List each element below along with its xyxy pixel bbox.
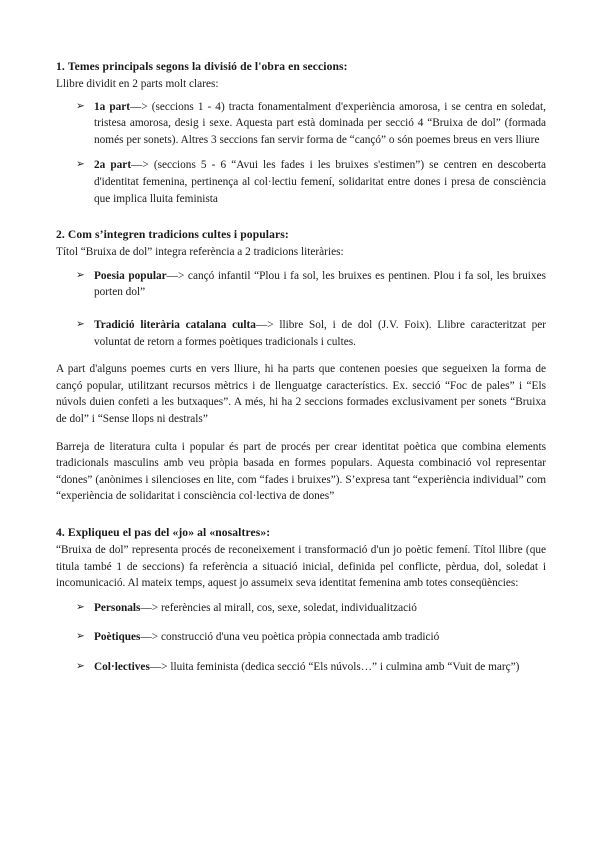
section-1-number: 1.: [56, 60, 65, 73]
list-item-term: Col·lectives: [94, 660, 150, 673]
arrowhead-bullet-icon: ➢: [76, 100, 85, 112]
section-spacer: [56, 207, 546, 226]
document-body: [56, 58, 546, 676]
section-2-lead: Títol “Bruixa de dol” integra referència a 2 tradicions literàries:: [56, 246, 344, 259]
arrow-separator-icon: —>: [166, 269, 185, 282]
arrowhead-bullet-icon: ➢: [76, 660, 85, 672]
arrowhead-bullet-icon: ➢: [76, 269, 85, 281]
section-4-number: 4.: [56, 525, 65, 539]
list-item-body: referències al mirall, cos, sexe, soledat, individualització: [158, 601, 417, 614]
arrowhead-bullet-icon: ➢: [76, 601, 85, 613]
list-item-term: Poètiques: [94, 631, 141, 644]
section-2-heading: [56, 226, 546, 243]
section-2-list: [56, 268, 546, 350]
list-item-body: llibre Sol, i de dol (J.V. Foix). Llibre caracteritzat per voluntat de retorn a formes poètiques tradicionals i cultes.: [94, 319, 546, 348]
list-item-term: 1a part: [94, 100, 131, 113]
list-item-term: Personals: [94, 601, 141, 614]
list-item-term: Tradició literària catalana culta: [94, 319, 256, 331]
list-item: [56, 268, 546, 301]
section-1-title: Temes principals segons la divisió de l'obra en seccions:: [67, 60, 348, 73]
list-item-term: Poesia popular: [94, 269, 167, 282]
list-item-body: construcció d'una veu poètica pròpia connectada amb tradició: [158, 631, 440, 644]
paragraph-spacer: [56, 350, 546, 361]
arrowhead-bullet-icon: ➢: [76, 319, 85, 330]
list-item-term: 2a part: [94, 159, 132, 172]
section-4-list: [56, 600, 546, 676]
arrow-separator-icon: —>: [131, 159, 149, 172]
list-item-body: lluita feminista (dedica secció “Els núvols…” i culmina amb “Vuit de març”): [167, 660, 520, 673]
list-item: [56, 600, 546, 617]
section-2-title: Com s’integren tradicions cultes i populars:: [67, 228, 289, 242]
section-1-heading: [56, 58, 546, 75]
list-item: [56, 99, 546, 149]
section-2-number: 2.: [56, 228, 65, 242]
arrow-separator-icon: —>: [140, 631, 159, 644]
list-item-body: (seccions 1 - 4) tracta fonamentalment d'experiència amorosa, i se centra en soledat, tristesa amorosa, desig i sexe. Aquesta part està dominada per secció 4 “Bruixa de dol” (formada només per sonets). Altres 3 seccions fan servir forma de “cançó” o són poemes breus en vers lliure: [94, 100, 546, 146]
section-4-lead: “Bruixa de dol” representa procés de reconeixement i transformació d'un jo poètic femení. Títol llibre (que titula també 1 de seccions) fa referència a situació inicial, definida pel conflicte, pèrdua, dol, soledat i incomunicació. Al mateix temps, aquest jo assumeix seva identitat femenina amb totes conseqüències:: [56, 543, 546, 590]
arrow-separator-icon: —>: [140, 601, 159, 614]
list-item: [56, 317, 546, 350]
list-item: [56, 629, 546, 646]
arrowhead-bullet-icon: ➢: [76, 159, 85, 171]
section-4-heading: [56, 524, 546, 541]
section-4-title: Expliqueu el pas del «jo» al «nosaltres»:: [67, 525, 271, 539]
arrowhead-bullet-icon: ➢: [76, 631, 85, 643]
list-item: [56, 157, 546, 207]
section-spacer: [56, 505, 546, 524]
section-1-list: [56, 99, 546, 208]
section-1-lead: Llibre dividit en 2 parts molt clares:: [56, 78, 219, 91]
arrow-separator-icon: —>: [130, 100, 148, 113]
section-2-paragraph-2: Barreja de literatura culta i popular és part de procés per crear identitat poètica que combina elements tradicionals masculins amb veu pròpia basada en formes populars. Aquesta combinació vol representar “dones” (anònimes i silencioses en lite, com “fades i bruixes”). S’expresa tant “experiència individual” com “experiència de solidaritat i consciència col·lectiva de dones”: [56, 440, 546, 503]
list-item-body: cançó infantil “Plou i fa sol, les bruixes es pentinen. Plou i fa sol, les bruixes porten dol”: [94, 269, 546, 299]
list-item-body: (seccions 5 - 6 “Avui les fades i les bruixes s'estimen”) se centren en descoberta d'identitat femenina, pertinença al col·lectiu femení, solidaritat entre dones i presa de consciència que implica lluita feminista: [94, 159, 546, 205]
arrow-separator-icon: —>: [255, 319, 274, 331]
list-item: [56, 659, 546, 676]
section-2-paragraph-1: A part d'alguns poemes curts en vers lliure, hi ha parts que contenen poesies que segueixen la forma de cançó popular, utilitzant recursos mètrics i de llenguatge característics. Ex. secció “Foc de pales” i “Els núvols duien confeti a les butxaques”. A més, hi ha 2 seccions formades exclusivament per sonets “Bruixa de dol” i “Sense llops ni destrals”: [56, 363, 546, 425]
arrow-separator-icon: —>: [149, 660, 168, 673]
